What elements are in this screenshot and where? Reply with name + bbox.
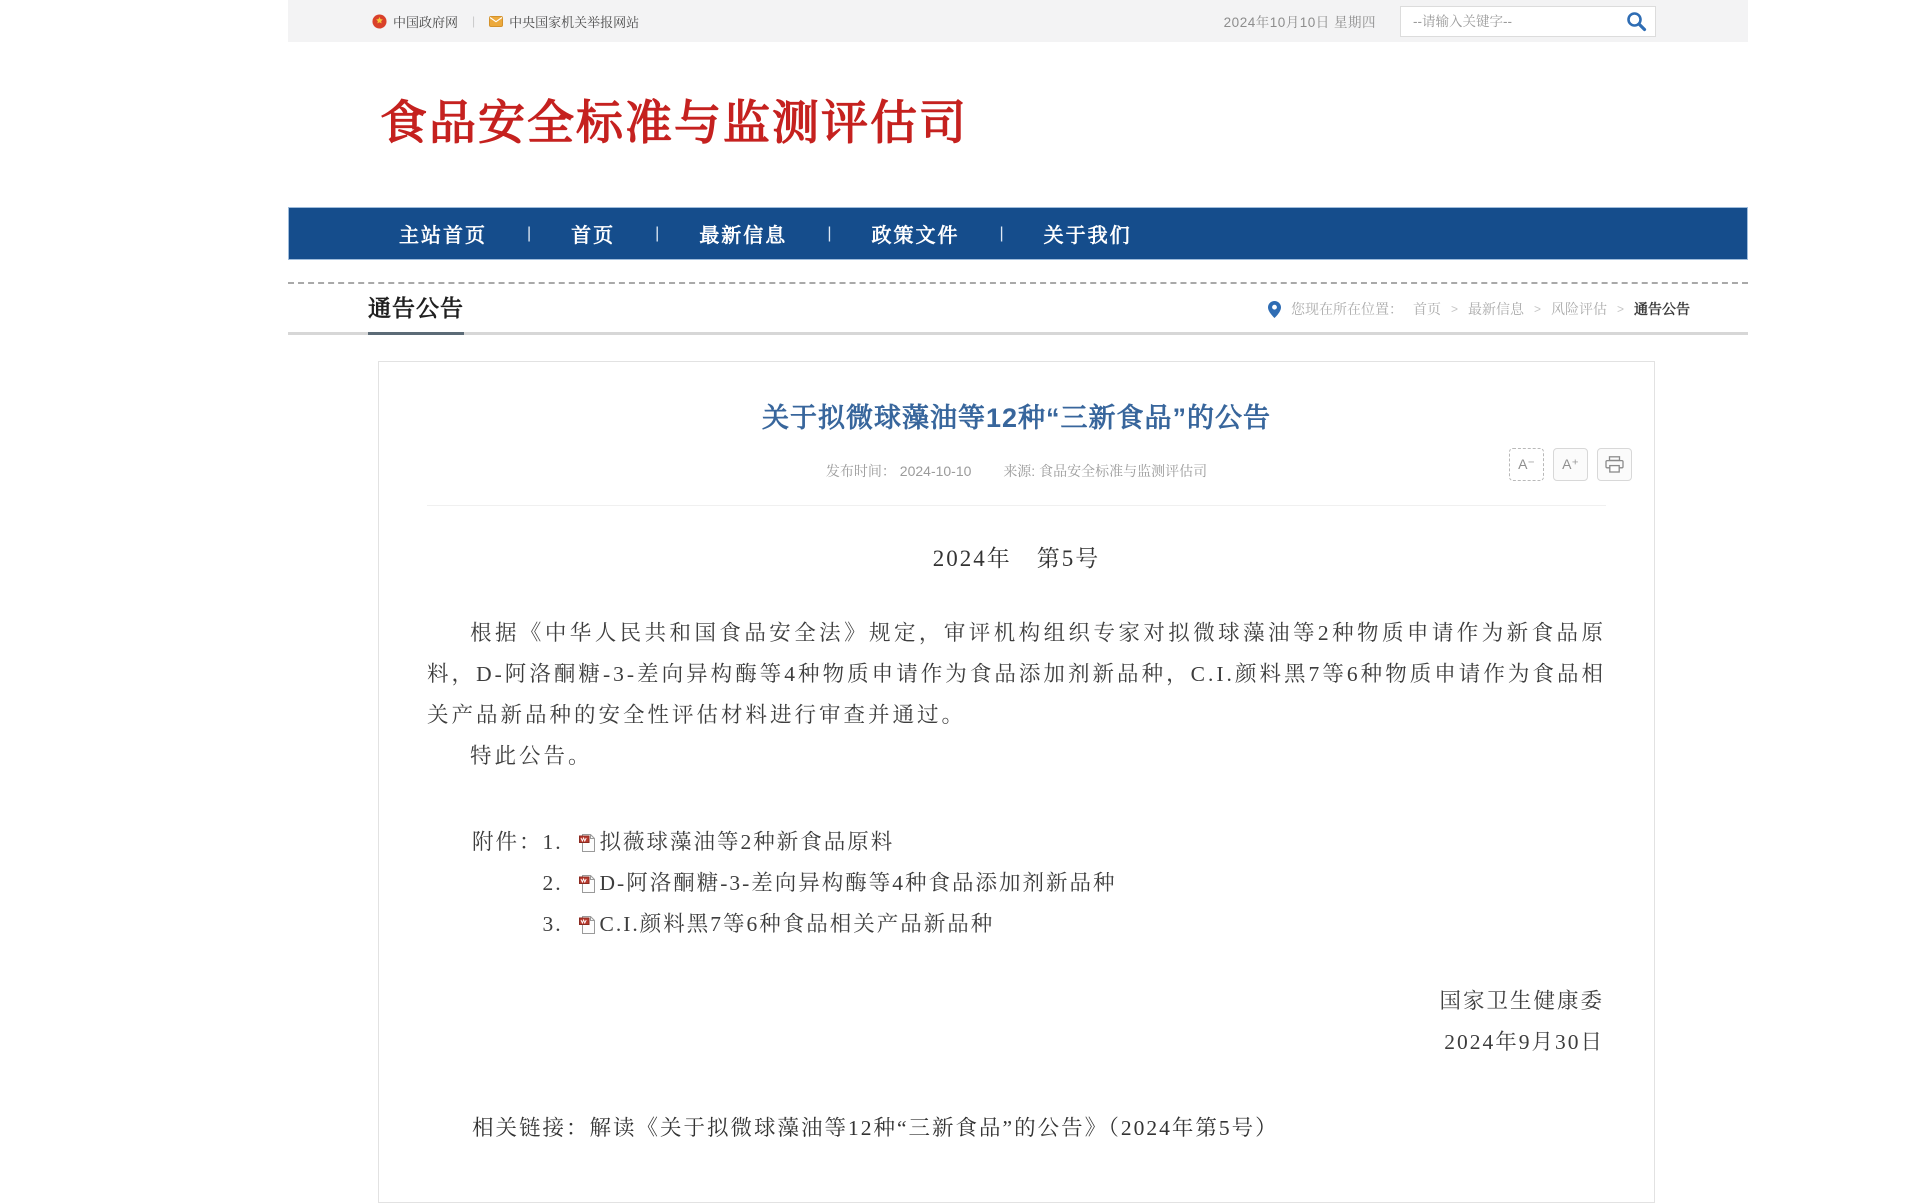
- attachments-label: 附件：: [472, 830, 543, 854]
- topbar-separator: |: [472, 14, 476, 28]
- nav-item-latest-news[interactable]: 最新信息: [699, 225, 788, 247]
- document-number: 2024年 第5号: [932, 546, 1101, 571]
- breadcrumb-home[interactable]: 首页: [1412, 301, 1441, 317]
- meta-divider: [427, 505, 1606, 506]
- publish-time-label: 发布时间：: [825, 463, 896, 479]
- attachment-link[interactable]: D-阿洛酮糖-3-差向异构酶等4种食品添加剂新品种: [599, 871, 1117, 895]
- font-increase-button[interactable]: A⁺: [1553, 448, 1588, 481]
- location-pin-icon: [1268, 301, 1281, 318]
- related-link[interactable]: 解读《关于拟微球藻油等12种“三新食品”的公告》（2024年第5号）: [589, 1116, 1279, 1140]
- source-value: 食品安全标准与监测评估司: [1039, 463, 1208, 479]
- main-nav: [288, 207, 1748, 260]
- attachment-item: [543, 863, 1117, 904]
- signature-block: [427, 981, 1606, 1063]
- dashed-divider: [288, 282, 1748, 284]
- attachment-item: [543, 904, 1117, 945]
- site-title: 食品安全标准与监测评估司: [380, 96, 968, 149]
- gov-portal-link[interactable]: [372, 12, 458, 31]
- font-decrease-button[interactable]: A⁻: [1509, 448, 1544, 481]
- nav-item-home[interactable]: 首页: [571, 225, 616, 247]
- breadcrumb-separator: >: [1533, 302, 1541, 316]
- article-meta: [427, 461, 1606, 481]
- doc-file-icon: [579, 832, 596, 853]
- breadcrumb-latest-news[interactable]: 最新信息: [1467, 301, 1524, 317]
- report-site-icon: [489, 16, 503, 27]
- breadcrumb: [1268, 299, 1690, 332]
- source-label: 来源:: [1003, 463, 1036, 479]
- article-title: 关于拟微球藻油等12种“三新食品”的公告: [761, 403, 1272, 433]
- print-icon: [1605, 456, 1624, 473]
- national-emblem-icon: [372, 14, 387, 29]
- signature-date: 2024年9月30日: [1444, 1030, 1604, 1054]
- nav-separator: |: [999, 224, 1004, 242]
- nav-item-main-home[interactable]: 主站首页: [399, 225, 487, 247]
- nav-separator: |: [527, 224, 532, 242]
- attachment-number: 1.: [542, 830, 563, 854]
- breadcrumb-risk-assessment[interactable]: 风险评估: [1550, 301, 1607, 317]
- report-site-link[interactable]: [489, 12, 639, 31]
- signature-org: 国家卫生健康委: [1439, 989, 1604, 1013]
- related-links: [472, 1111, 1606, 1142]
- article-card: [378, 361, 1655, 1203]
- masthead: [288, 42, 1748, 207]
- body-paragraph: 根据《中华人民共和国食品安全法》规定，审评机构组织专家对拟微球藻油等2种物质申请作为新食品原料，D-阿洛酮糖-3-差向异构酶等4种物质申请作为食品添加剂新品种，C.I.颜料黑7等6种物质申请作为食品相关产品新品种的安全性评估材料进行审查并通过。: [427, 621, 1606, 727]
- breadcrumb-prefix: 您现在所在位置：: [1290, 301, 1403, 317]
- attachments-list: [543, 822, 1117, 945]
- current-date: 2024年10月10日 星期四: [1223, 15, 1376, 30]
- nav-item-policy-documents[interactable]: 政策文件: [871, 225, 960, 247]
- section-heading: 通告公告: [368, 290, 464, 335]
- topbar-links: [372, 12, 639, 31]
- topbar-right: [1224, 6, 1656, 37]
- breadcrumb-separator: >: [1616, 302, 1624, 316]
- doc-file-icon: [579, 914, 596, 935]
- topbar: [288, 0, 1748, 42]
- attachment-number: 2.: [542, 871, 563, 895]
- print-button[interactable]: [1597, 448, 1632, 481]
- breadcrumb-current[interactable]: 通告公告: [1634, 301, 1690, 317]
- related-links-label: 相关链接：: [472, 1116, 590, 1140]
- breadcrumb-separator: >: [1450, 302, 1458, 316]
- section-row: [288, 290, 1748, 335]
- report-site-label: 中央国家机关举报网站: [509, 14, 640, 30]
- attachment-item: [543, 822, 1117, 863]
- nav-item-about-us[interactable]: 关于我们: [1043, 225, 1132, 247]
- page-container: [288, 0, 1748, 1203]
- search-input[interactable]: [1411, 13, 1625, 30]
- gov-portal-label: 中国政府网: [393, 14, 459, 30]
- attachment-link[interactable]: C.I.颜料黑7等6种食品相关产品新品种: [599, 912, 995, 936]
- attachments-block: [472, 822, 1606, 945]
- article-tools: [1509, 448, 1632, 481]
- search-box: [1400, 6, 1656, 37]
- doc-file-icon: [579, 873, 596, 894]
- nav-separator: |: [655, 224, 660, 242]
- attachment-link[interactable]: 拟薇球藻油等2种新食品原料: [599, 830, 895, 854]
- search-icon[interactable]: [1625, 10, 1647, 32]
- body-paragraph: 特此公告。: [470, 744, 593, 768]
- article-body: [427, 613, 1606, 777]
- attachment-number: 3.: [542, 912, 563, 936]
- publish-date: 2024-10-10: [899, 463, 972, 479]
- nav-separator: |: [827, 224, 832, 242]
